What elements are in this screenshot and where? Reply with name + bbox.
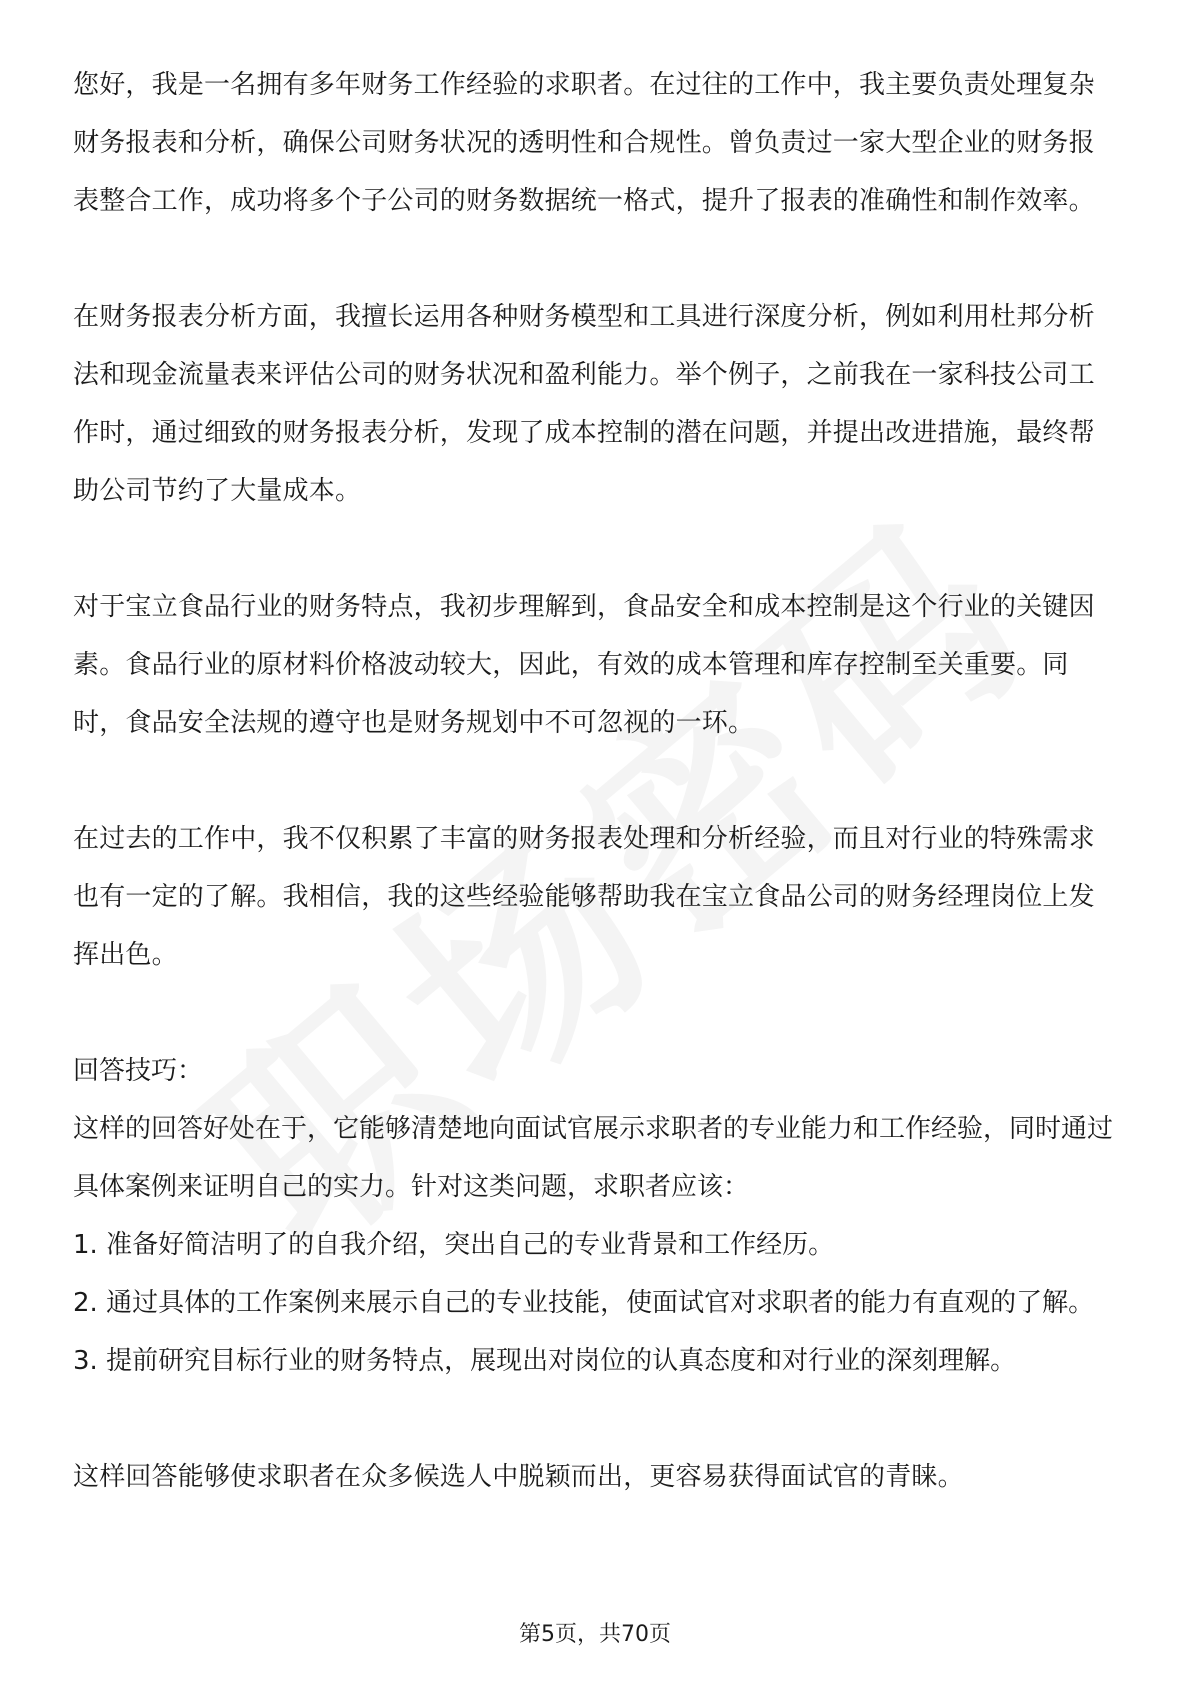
tips-intro: 这样的回答好处在于，它能够清楚地向面试官展示求职者的专业能力和工作经验，同时通过具体案例来证明自己的实力。针对这类问题，求职者应该： bbox=[73, 1114, 1114, 1202]
page-number: 第5页，共70页 bbox=[519, 1622, 671, 1647]
tips-item: 3. 提前研究目标行业的财务特点，展现出对岗位的认真态度和对行业的深刻理解。 bbox=[73, 1346, 1017, 1376]
tips-item: 1. 准备好简洁明了的自我介绍，突出自己的专业背景和工作经历。 bbox=[73, 1230, 835, 1260]
document-body bbox=[73, 56, 1118, 1506]
tips-heading: 回答技巧： bbox=[73, 1056, 204, 1086]
paragraph-gap bbox=[73, 1390, 1118, 1448]
paragraph-industry: 对于宝立食品行业的财务特点，我初步理解到，食品安全和成本控制是这个行业的关键因素。食品行业的原材料价格波动较大，因此，有效的成本管理和库存控制至关重要。同时，食品安全法规的遵守也是财务规划中不可忽视的一环。 bbox=[73, 592, 1095, 738]
paragraph-gap bbox=[73, 230, 1118, 288]
paragraph-gap bbox=[73, 520, 1118, 578]
paragraph-intro: 您好，我是一名拥有多年财务工作经验的求职者。在过往的工作中，我主要负责处理复杂财务报表和分析，确保公司财务状况的透明性和合规性。曾负责过一家大型企业的财务报表整合工作，成功将多个子公司的财务数据统一格式，提升了报表的准确性和制作效率。 bbox=[73, 70, 1095, 216]
tips-section bbox=[73, 1042, 1118, 1390]
paragraph-gap bbox=[73, 752, 1118, 810]
paragraph-gap bbox=[73, 984, 1118, 1042]
paragraph-conclusion: 这样回答能够使求职者在众多候选人中脱颖而出，更容易获得面试官的青睐。 bbox=[73, 1462, 964, 1492]
paragraph-analysis: 在财务报表分析方面，我擅长运用各种财务模型和工具进行深度分析，例如利用杜邦分析法和现金流量表来评估公司的财务状况和盈利能力。举个例子，之前我在一家科技公司工作时，通过细致的财务报表分析，发现了成本控制的潜在问题，并提出改进措施，最终帮助公司节约了大量成本。 bbox=[73, 302, 1095, 506]
paragraph-experience: 在过去的工作中，我不仅积累了丰富的财务报表处理和分析经验，而且对行业的特殊需求也有一定的了解。我相信，我的这些经验能够帮助我在宝立食品公司的财务经理岗位上发挥出色。 bbox=[73, 824, 1095, 970]
tips-item: 2. 通过具体的工作案例来展示自己的专业技能，使面试官对求职者的能力有直观的了解。 bbox=[73, 1288, 1095, 1318]
